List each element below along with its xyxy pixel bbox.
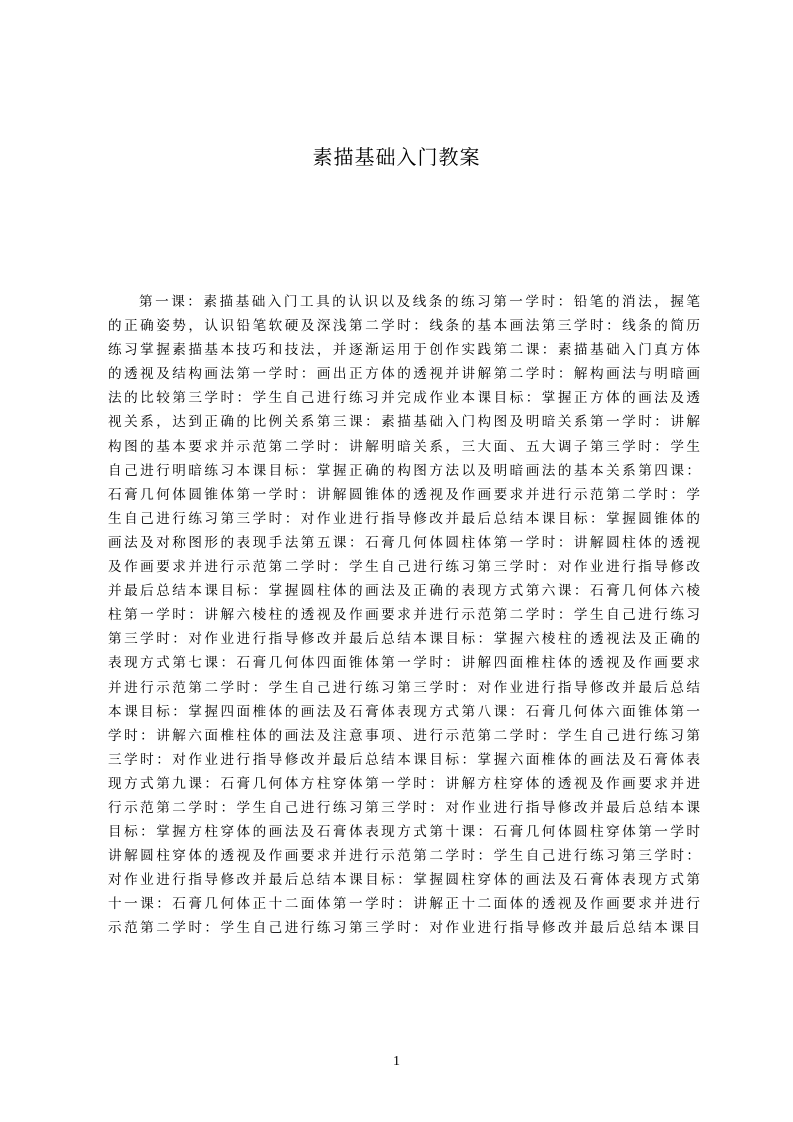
text-line: 讲解圆柱穿体的透视及作画要求并进行示范第二学时：学生自己进行练习第三学时： (108, 848, 700, 865)
text-line: 生自己进行练习第三学时：对作业进行指导修改并最后总结本课目标：掌握圆锥体的 (108, 510, 700, 527)
text-line: 第三学时：对作业进行指导修改并最后总结本课目标：掌握六棱柱的透视法及正确的 (108, 631, 700, 648)
text-line: 视关系，达到正确的比例关系第三课：素描基础入门构图及明暗关系第一学时：讲解 (108, 414, 700, 431)
text-line: 柱第一学时：讲解六棱柱的透视及作画要求并进行示范第二学时：学生自己进行练习 (108, 607, 700, 624)
page-number: 1 (393, 1054, 400, 1069)
text-line: 的正确姿势，认识铅笔软硬及深浅第二学时：线条的基本画法第三学时：线条的简历 (108, 318, 700, 335)
text-line: 示范第二学时：学生自己进行练习第三学时：对作业进行指导修改并最后总结本课目 (108, 920, 700, 937)
text-line: 的透视及结构画法第一学时：画出正方体的透视并讲解第二学时：解构画法与明暗画 (108, 366, 700, 383)
text-line: 自己进行明暗练习本课目标：掌握正确的构图方法以及明暗画法的基本关系第四课： (108, 462, 700, 479)
text-line: 目标：掌握方柱穿体的画法及石膏体表现方式第十课：石膏几何体圆柱穿体第一学时 (108, 824, 700, 841)
text-line: 现方式第九课：石膏几何体方柱穿体第一学时：讲解方柱穿体的透视及作画要求并进 (108, 775, 700, 792)
text-line: 对作业进行指导修改并最后总结本课目标：掌握圆柱穿体的画法及石膏体表现方式第 (108, 872, 700, 889)
text-line: 行示范第二学时：学生自己进行练习第三学时：对作业进行指导修改并最后总结本课 (108, 799, 700, 816)
text-line: 十一课：石膏几何体正十二面体第一学时：讲解正十二面体的透视及作画要求并进行 (108, 896, 700, 913)
body-text (108, 290, 700, 941)
text-line: 表现方式第七课：石膏几何体四面锥体第一学时：讲解四面椎柱体的透视及作画要求 (108, 655, 700, 672)
document-title: 素描基础入门教案 (312, 145, 481, 169)
text-line: 石膏几何体圆锥体第一学时：讲解圆锥体的透视及作画要求并进行示范第二学时：学 (108, 486, 700, 503)
text-line: 本课目标：掌握四面椎体的画法及石膏体表现方式第八课：石膏几何体六面锥体第一 (108, 703, 700, 720)
text-line: 法的比较第三学时：学生自己进行练习并完成作业本课目标：掌握正方体的画法及透 (108, 390, 700, 407)
text-line: 第一课：素描基础入门工具的认识以及线条的练习第一学时：铅笔的消法，握笔 (139, 294, 700, 310)
text-line: 画法及对称图形的表现手法第五课：石膏几何体圆柱体第一学时：讲解圆柱体的透视 (108, 534, 700, 551)
text-line: 学时：讲解六面椎柱体的画法及注意事项、进行示范第二学时：学生自己进行练习第 (108, 727, 700, 744)
text-line: 三学时：对作业进行指导修改并最后总结本课目标：掌握六面椎体的画法及石膏体表 (108, 751, 700, 768)
text-line: 并进行示范第二学时：学生自己进行练习第三学时：对作业进行指导修改并最后总结 (108, 679, 700, 696)
text-line: 构图的基本要求并示范第二学时：讲解明暗关系，三大面、五大调子第三学时：学生 (108, 438, 700, 455)
text-line: 及作画要求并进行示范第二学时：学生自己进行练习第三学时：对作业进行指导修改 (108, 559, 700, 576)
text-line: 并最后总结本课目标：掌握圆柱体的画法及正确的表现方式第六课：石膏几何体六棱 (108, 583, 700, 600)
text-line: 练习掌握素描基本技巧和技法，并逐渐运用于创作实践第二课：素描基础入门真方体 (108, 342, 700, 359)
